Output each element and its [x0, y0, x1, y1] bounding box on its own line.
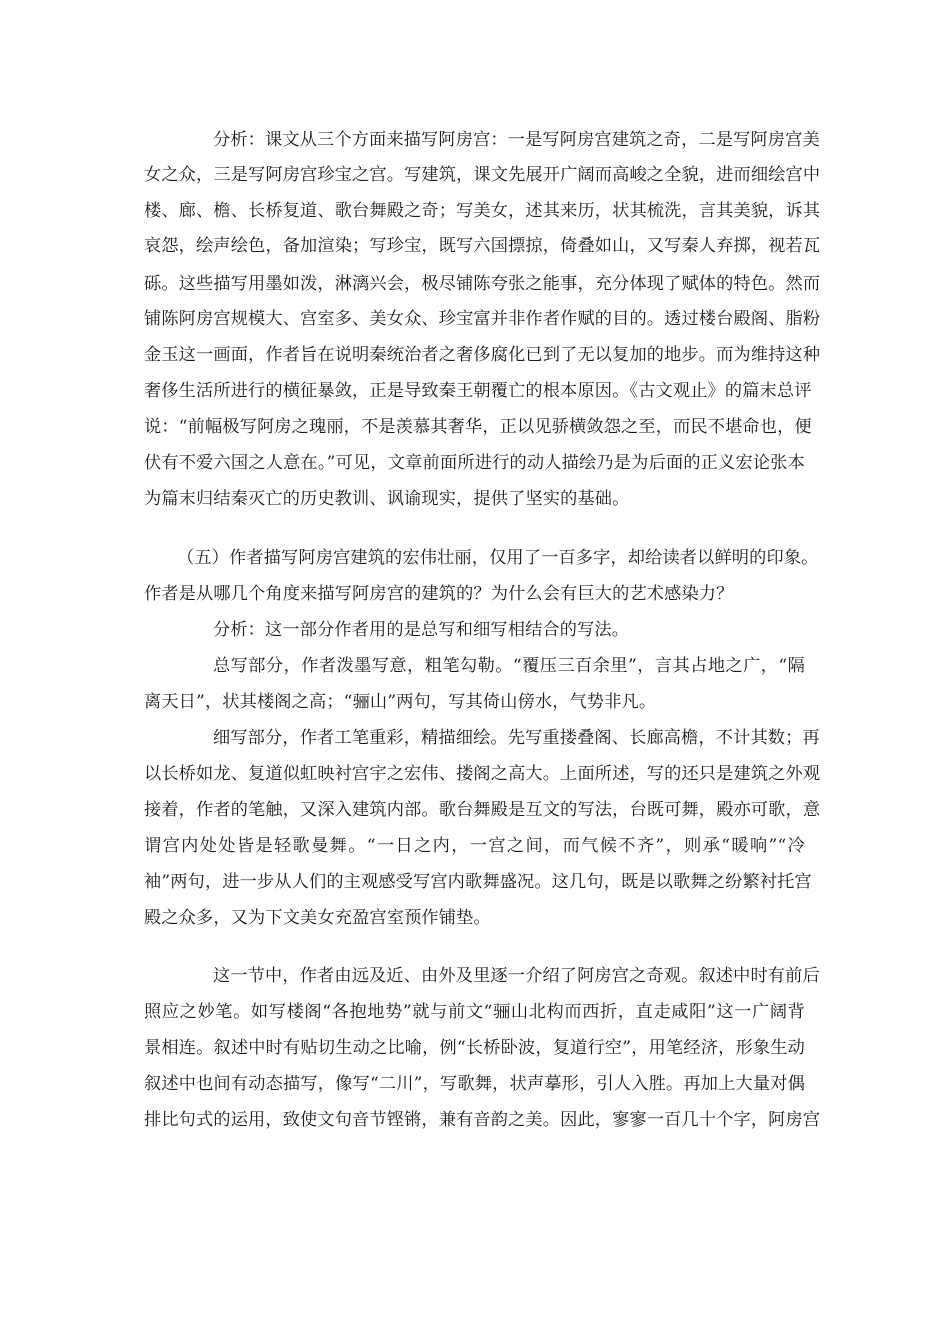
text-line: 景相连。叙述中时有贴切生动之比喻，例“长桥卧波，复道行空”，用笔经济，形象生动 [144, 1038, 805, 1058]
text-line: 谓宫内处处皆是轻歌曼舞。“一日之内，一宫之间，而气候不齐”，则承“暖响”“冷 [144, 836, 805, 856]
text-line: 以长桥如龙、复道似虹映衬宫宇之宏伟、搂阁之高大。上面所述，写的还只是建筑之外观 [144, 764, 821, 784]
text-line: 分析：课文从三个方面来描写阿房宫：一是写阿房宫建筑之奇，二是写阿房宫美 [213, 130, 820, 150]
text-line: 叙述中也间有动态描写，像写“二川”，写歌舞，状声摹形，引人入胜。再加上大量对偶 [144, 1074, 805, 1094]
text-line: 女之众，三是写阿房宫珍宝之宫。写建筑，课文先展开广阔而高峻之全貌，进而细绘宫中 [144, 165, 821, 185]
text-line: 离天日”，状其楼阁之高；“骊山”两句，写其倚山傍水，气势非凡。 [144, 692, 657, 712]
text-line: 砾。这些描写用墨如泼，淋漓兴会，极尽铺陈夸张之能事，充分体现了赋体的特色。然而 [144, 274, 821, 294]
text-line: 说：“前幅极写阿房之瑰丽，不是羡慕其奢华，正以见骄横敛怨之至，而民不堪命也，便 [144, 417, 812, 437]
text-line: 接着，作者的笔触，又深入建筑内部。歌台舞殿是互文的写法，台既可舞，殿亦可歌，意 [144, 800, 821, 820]
text-line: 排比句式的运用，致使文句音节铿锵，兼有音韵之美。因此，寥寥一百几十个字，阿房宫 [144, 1110, 821, 1130]
text-line: 哀怨，绘声绘色，备加渲染；写珍宝，既写六国摽掠，倚叠如山，又写秦人弃掷，视若瓦 [144, 236, 821, 256]
text-line: 这一节中，作者由远及近、由外及里逐一介绍了阿房宫之奇观。叙述中时有前后 [213, 966, 820, 986]
text-line: 铺陈阿房宫规模大、宫室多、美女众、珍宝富并非作者作赋的目的。透过楼台殿阁、脂粉 [144, 309, 821, 329]
text-line: 为篇末归结秦灭亡的历史教训、讽谕现实，提供了坚实的基础。 [144, 489, 630, 509]
text-line: 奢侈生活所进行的横征暴敛，正是导致秦王朝覆亡的根本原因。《古文观止》的篇末总评 [144, 381, 812, 401]
text-line: 袖”两句，进一步从人们的主观感受写宫内歌舞盛况。这几句，既是以歌舞之纷繁衬托宫 [144, 872, 812, 892]
text-line: 殿之众多，又为下文美女充盈宫室预作铺垫。 [144, 908, 491, 928]
text-line: 细写部分，作者工笔重彩，精描细绘。先写重搂叠阁、长廊高檐，不计其数；再 [213, 728, 820, 748]
text-line: 作者是从哪几个角度来描写阿房宫的建筑的？为什么会有巨大的艺术感染力？ [144, 584, 734, 604]
text-line: （五）作者描写阿房宫建筑的宏伟壮丽，仅用了一百多字，却给读者以鲜明的印象。 [177, 548, 819, 568]
text-line: 伏有不爱六国之人意在。”可见，文章前面所进行的动人描绘乃是为后面的正义宏论张本 [144, 453, 805, 473]
text-line: 照应之妙笔。如写楼阁“各抱地势”就与前文“骊山北构而西折，直走咸阳”这一广阔背 [144, 1002, 805, 1022]
text-line: 总写部分，作者泼墨写意，粗笔勾勒。“覆压三百余里”，言其占地之广，“隔 [213, 656, 805, 676]
text-line: 楼、廊、檐、长桥复道、歌台舞殿之奇；写美女，述其来历，状其梳洗，言其美貌，诉其 [144, 201, 821, 221]
text-line: 分析：这一部分作者用的是总写和细写相结合的写法。 [213, 620, 630, 640]
text-line: 金玉这一画面，作者旨在说明秦统治者之奢侈腐化已到了无以复加的地步。而为维持这种 [144, 345, 821, 365]
